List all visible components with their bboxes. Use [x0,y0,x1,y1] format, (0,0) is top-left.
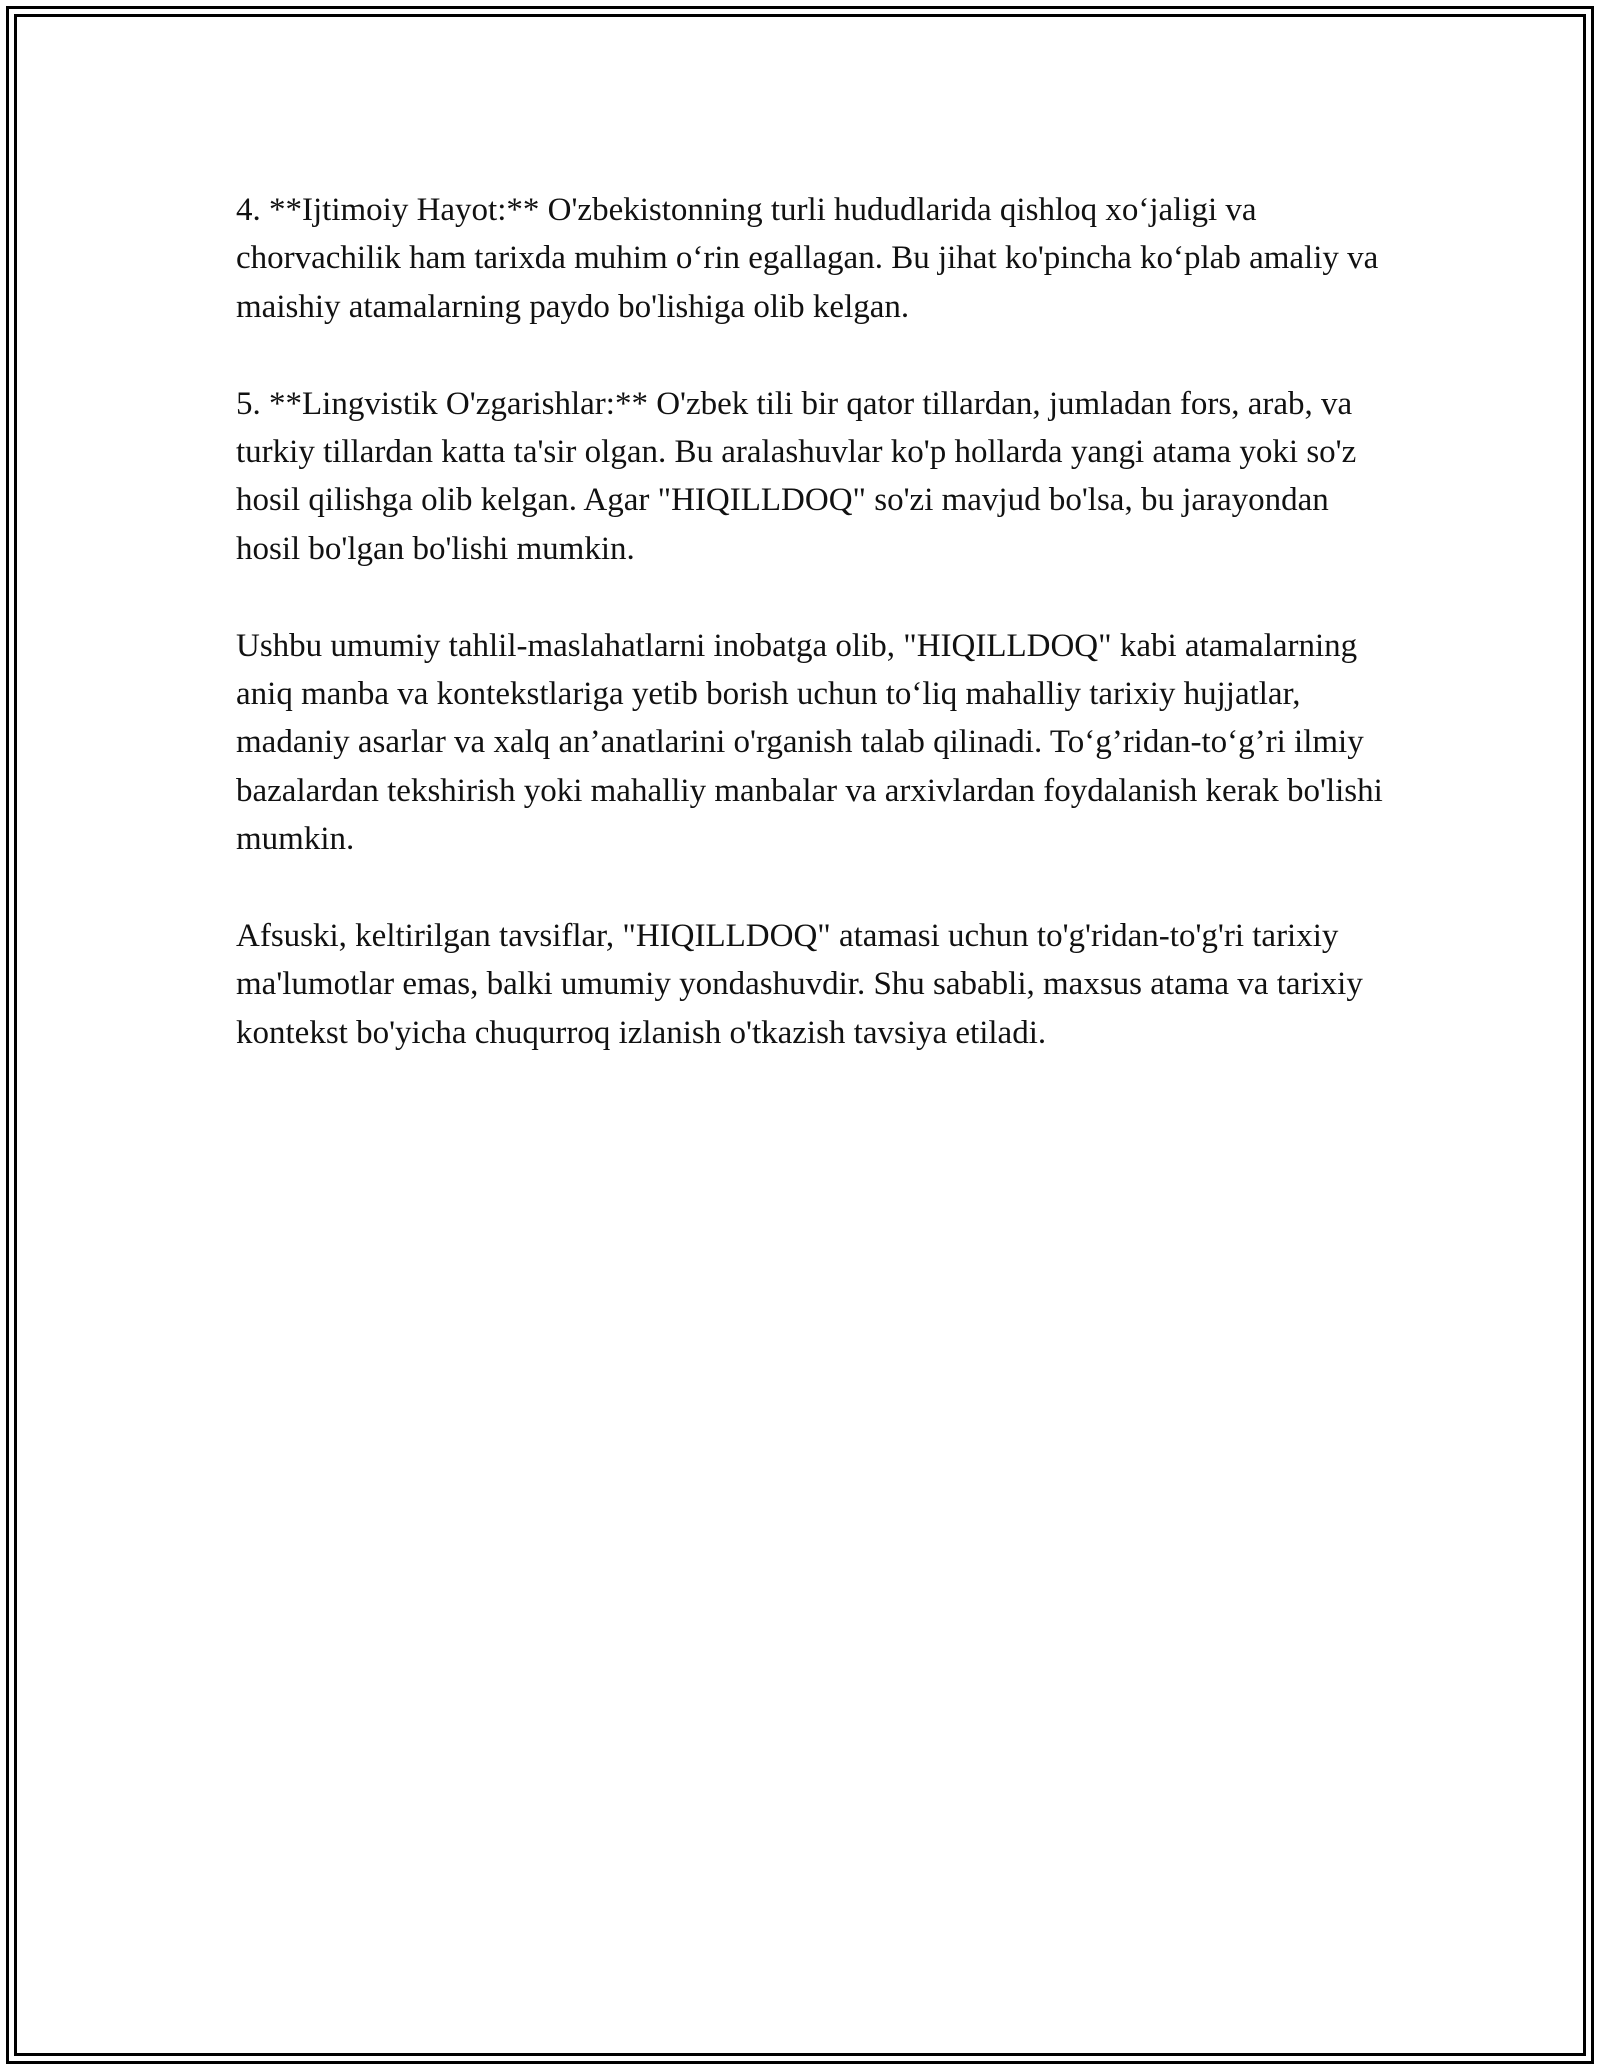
paragraph-conclusion: Afsuski, keltirilgan tavsiflar, "HIQILLDOQ" atamasi uchun to'g'ridan-to'g'ri tarixiy ma'lumotlar emas, balki umumiy yondashuvdir. Shu sababli, maxsus atama va tarixiy kontekst bo'yicha chuqurroq izlanish o'tkazish tavsiya etiladi. [236,918,1363,1051]
paragraph-linguistic-changes: 5. **Lingvistik O'zgarishlar:** O'zbek tili bir qator tillardan, jumladan fors, arab, va turkiy tillardan katta ta'sir olgan. Bu aralashuvlar ko'p hollarda yangi atama yoki so'z hosil qilishga olib kelgan. Agar "HIQILLDOQ" so'zi mavjud bo'lsa, bu jarayondan hosil bo'lgan bo'lishi mumkin. [236,385,1357,567]
paragraph-social-life: 4. **Ijtimoiy Hayot:** O'zbekistonning turli hududlarida qishloq xo‘jaligi va chorvachilik ham tarixda muhim o‘rin egallagan. Bu jihat ko'pincha ko‘plab amaliy va maishiy atamalarning paydo bo'lishiga olib kelgan. [236,192,1379,325]
paragraph-general-analysis: Ushbu umumiy tahlil-maslahatlarni inobatga olib, "HIQILLDOQ" kabi atamalarning aniq manba va kontekstlariga yetib borish uchun to‘liq mahalliy tarixiy hujjatlar, madaniy asarlar va xalq an’anatlarini o'rganish talab qilinadi. To‘g’ridan-to‘g’ri ilmiy bazalardan tekshirish yoki mahalliy manbalar va arxivlardan foydalanish kerak bo'lishi mumkin. [236,627,1383,858]
document-body [236,186,1386,1106]
